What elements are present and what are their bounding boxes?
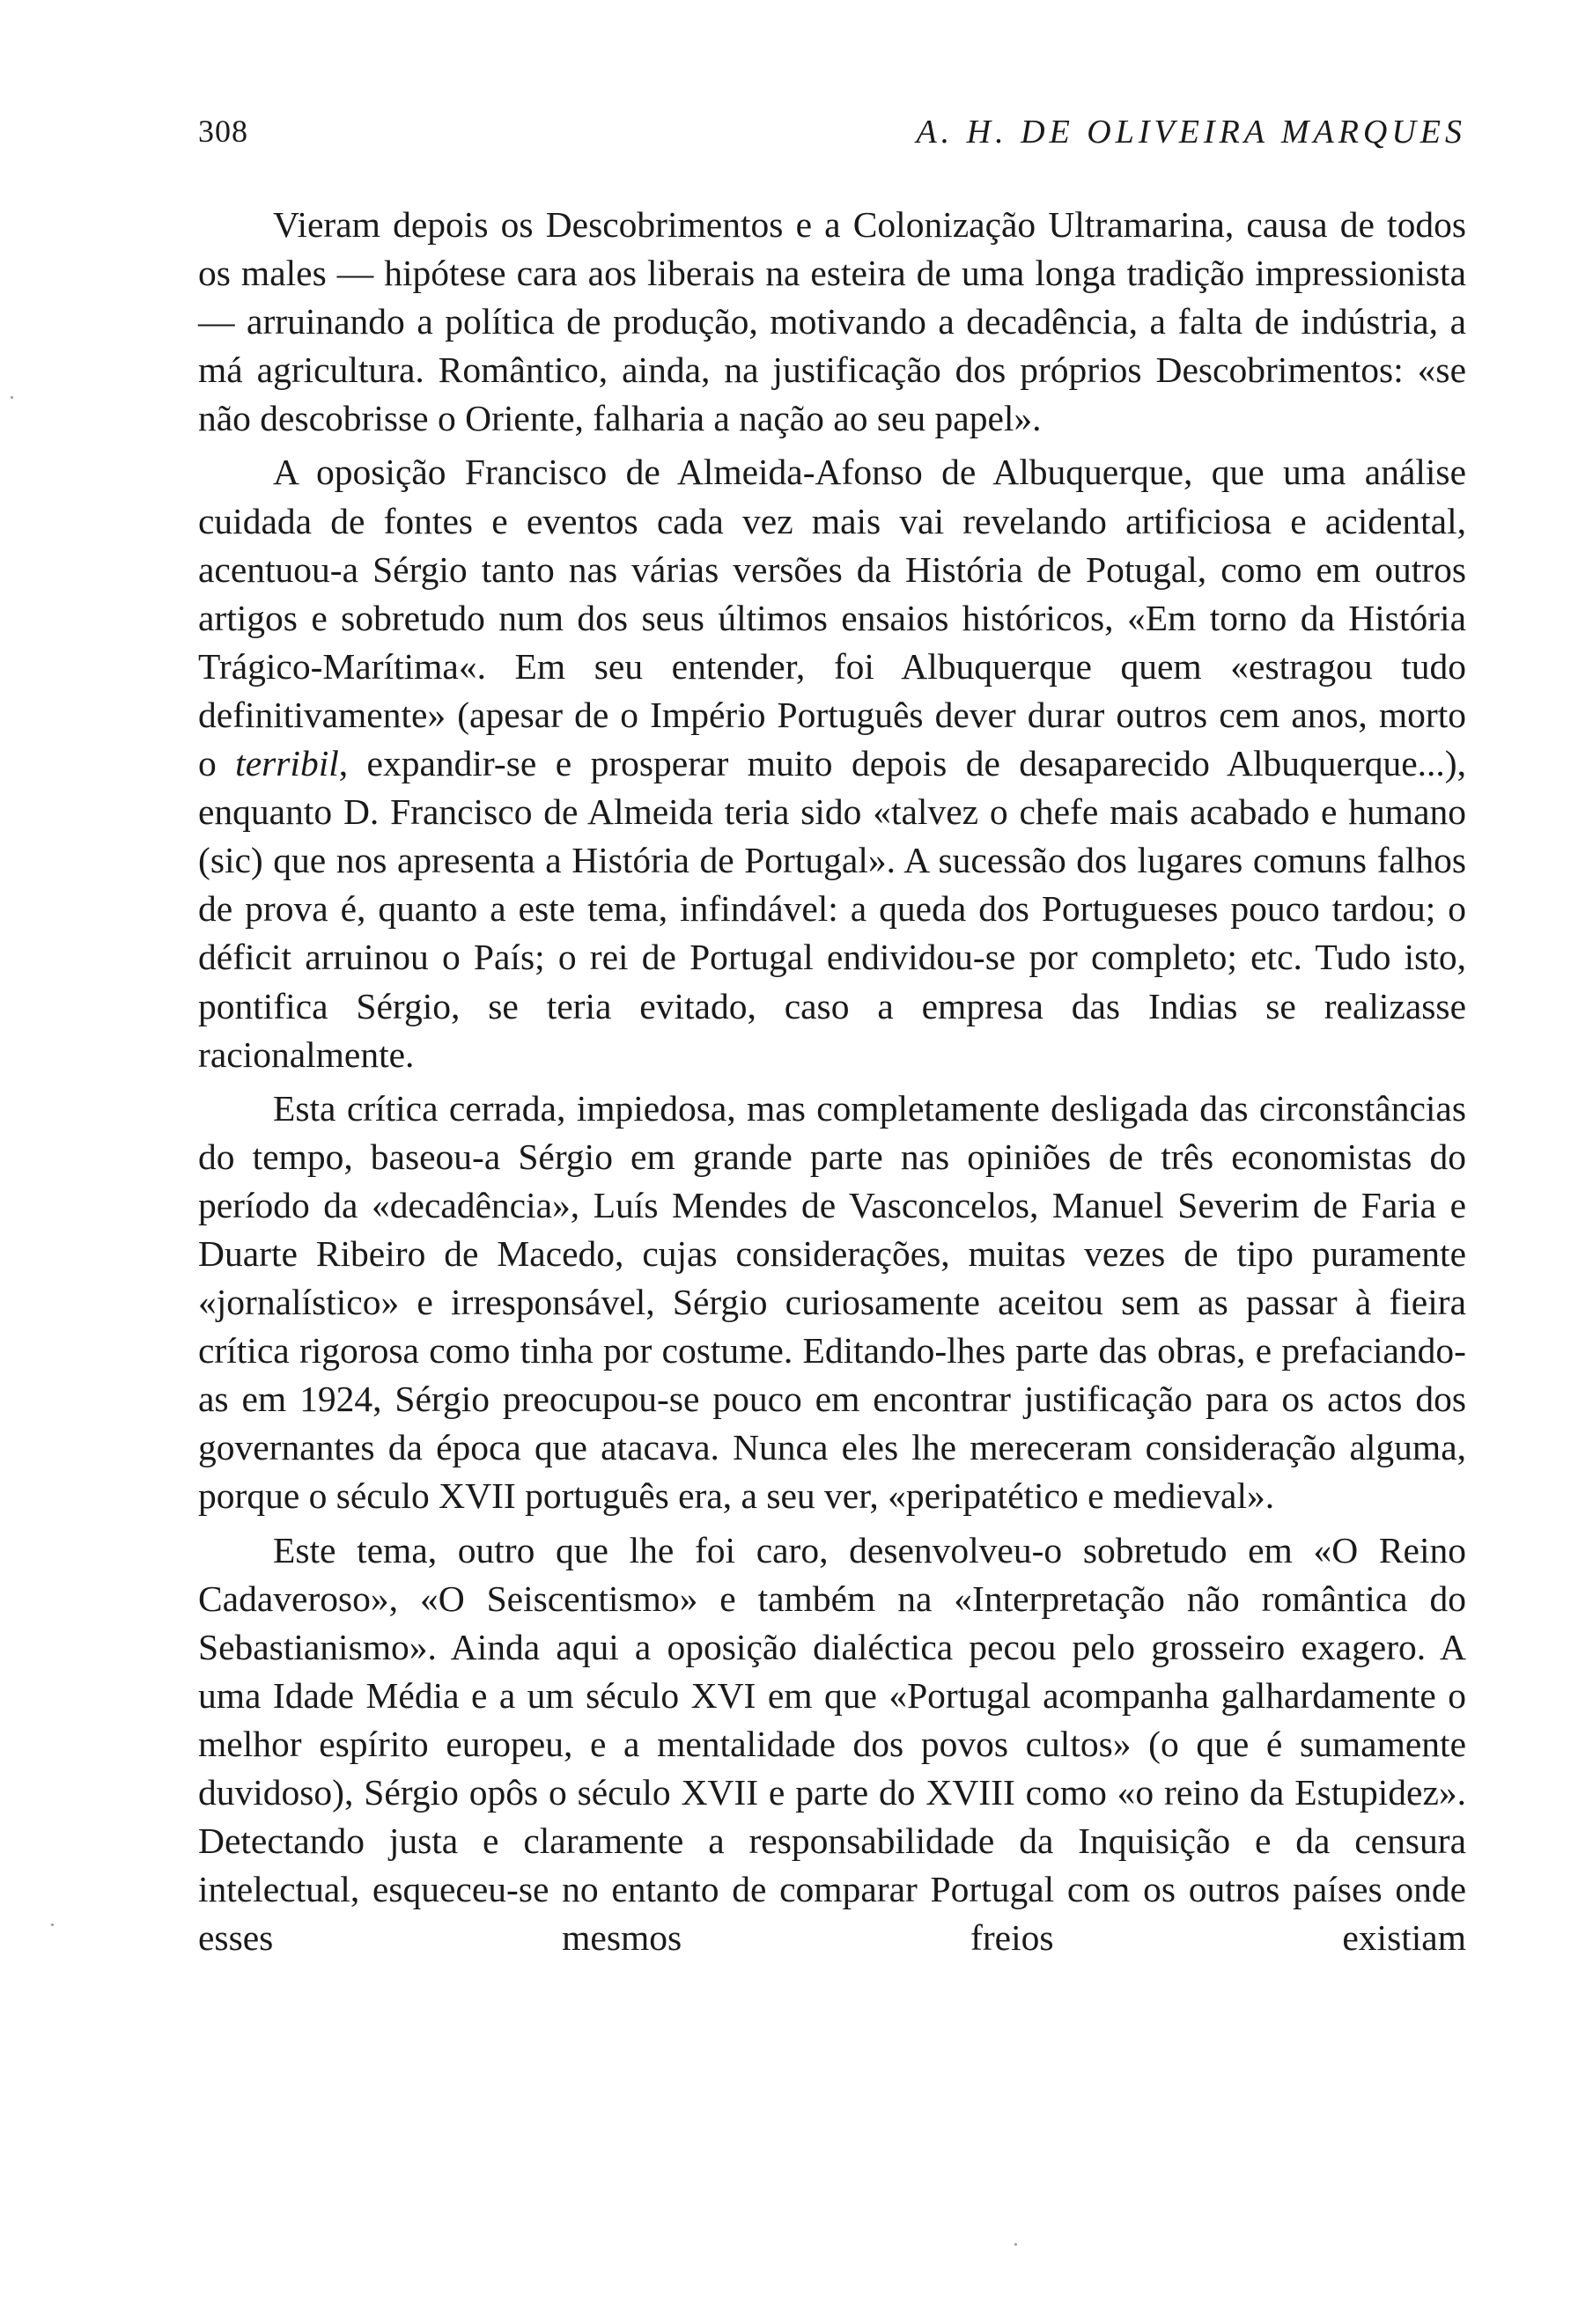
page-number: 308 — [198, 114, 248, 149]
running-head-author: A. H. DE OLIVEIRA MARQUES — [916, 114, 1466, 151]
paragraph-3: Esta crítica cerrada, impiedosa, mas completamente desligada das circonstâncias do tempo, baseou-a Sérgio em grande parte nas opiniões de três economistas do período da «decadência», Luís Mendes de Vasconcelos, Manuel Severim de Faria e Duarte Ribeiro de Macedo, cujas considerações, muitas vezes de tipo puramente «jornalístico» e irresponsável, Sérgio curiosamente aceitou sem as passar à fieira crítica rigorosa como tinha por costume. Editando-lhes parte das obras, e prefaciando-as em 1924, Sérgio preocupou-se pouco em encontrar justificação para os actos dos governantes da época que atacava. Nunca eles lhe mereceram consideração alguma, porque o século XVII português era, a seu ver, «peripatético e medieval». — [198, 1087, 1466, 1517]
paragraph-4: Este tema, outro que lhe foi caro, desenvolveu-o sobretudo em «O Reino Cadaveroso», «O Seiscentismo» e também na «Interpretação não romântica do Sebastianismo». Ainda aqui a oposição dialéctica pecou pelo grosseiro exagero. A uma Idade Média e a um século XVI em que «Portugal acompanha galhardamente o melhor espírito europeu, e a mentalidade dos povos cultos» (o que é sumamente duvidoso), Sérgio opôs o século XVII e parte do XVIII como «o reino da Estupidez». Detectando justa e claramente a responsabilidade da Inquisição e da censura intelectual, esqueceu-se no entanto de comparar Portugal com os outros países onde esses mesmos freios existiam — [198, 1529, 1466, 1959]
paragraph-2-text-b: , expandir-se e prosperar muito depois de desaparecido Albuquerque...), enquanto D. Francisco de Almeida teria sido «talvez o chefe mais acabado e humano (sic) que nos apresenta a História de Portugal». A sucessão dos lugares comuns falhos de prova é, quanto a este tema, infindável: a queda dos Portugueses pouco tardou; o déficit arruinou o País; o rei de Portugal endividou-se por completo; etc. Tudo isto, pontifica Sérgio, se teria evitado, caso a empresa das Indias se realizasse racionalmente. — [198, 743, 1467, 1075]
paragraph-2 — [198, 448, 1466, 1078]
running-head — [198, 113, 1466, 157]
body-text — [198, 201, 1466, 1962]
paragraph-1: Vieram depois os Descobrimentos e a Colonização Ultramarina, causa de todos os males — hipótese cara aos liberais na esteira de uma longa tradição impressionista — arruinando a política de produção, motivando a decadência, a falta de indústria, a má agricultura. Romântico, ainda, na justificação dos próprios Descobrimentos: «se não descobrisse o Oriente, falharia a nação ao seu papel». — [198, 204, 1466, 439]
paragraph-2-text-a: A oposição Francisco de Almeida-Afonso de Albuquerque, que uma análise cuidada de fontes e eventos cada vez mais vai revelando artificiosa e acidental, acentuou-a Sérgio tanto nas várias versões da História de Potugal, como em outros artigos e sobretudo num dos seus últimos ensaios históricos, «Em torno da História Trágico-Marítima«. Em seu entender, foi Albuquerque quem «estragou tudo definitivamente» (apesar de o Império Português dever durar outros cem anos, morto o — [198, 452, 1466, 784]
italic-term: terribil — [235, 743, 339, 784]
